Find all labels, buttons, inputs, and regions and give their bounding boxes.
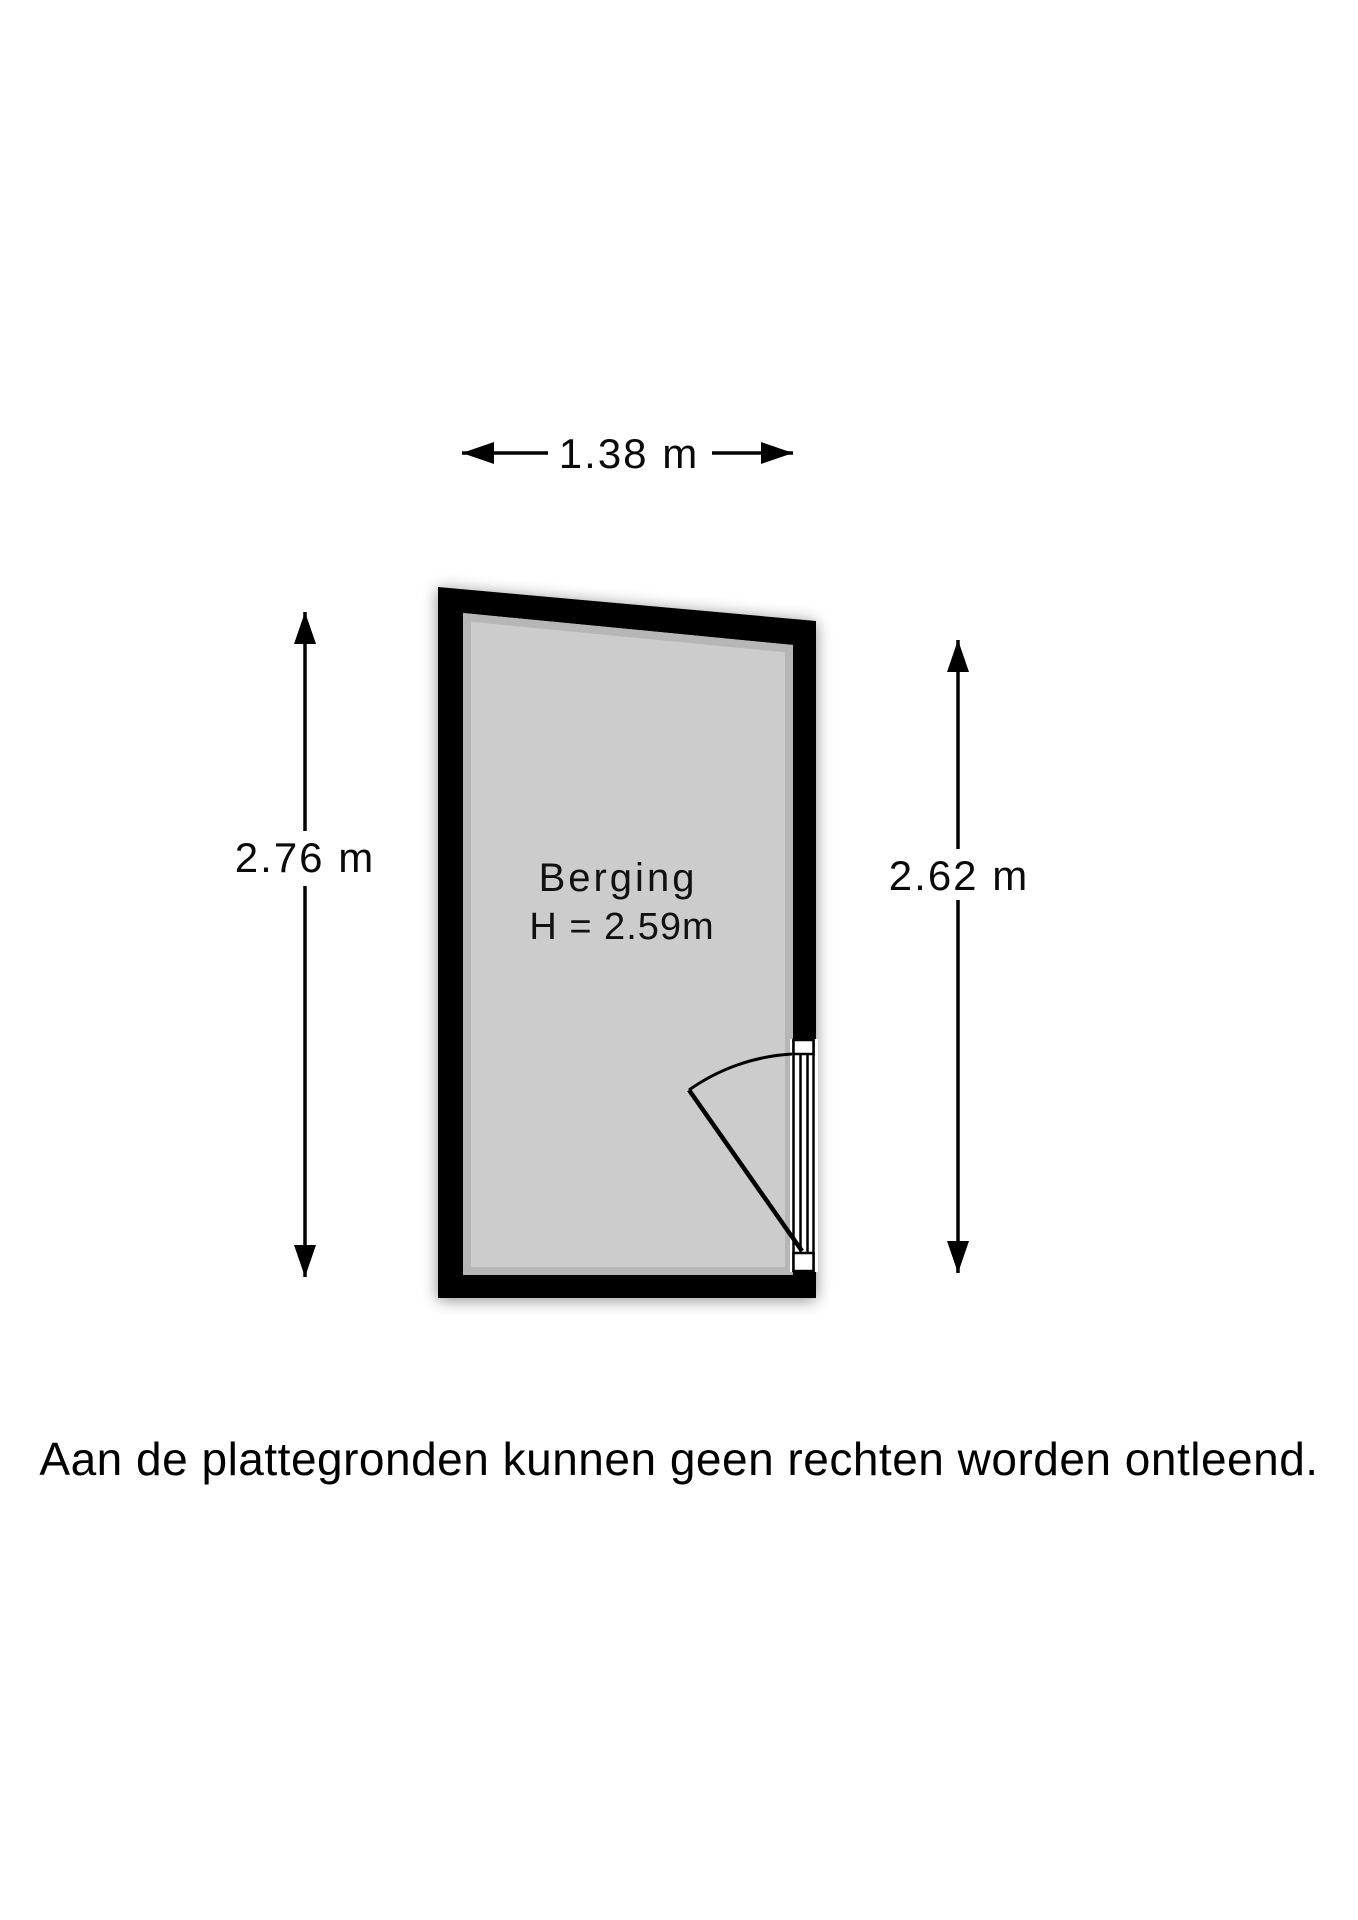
arrowhead-right-icon [761,442,793,464]
disclaimer-text: Aan de plattegronden kunnen geen rechten worden ontleend. [39,1433,1319,1485]
dimension-label-top: 1.38 m [558,430,700,477]
door-jamb-top [794,1040,814,1054]
room-ceiling-height-label: H = 2.59m [529,906,715,948]
arrowhead-left-icon [462,442,494,464]
arrowhead-up-icon [947,640,969,672]
room-name-label: Berging [538,856,698,900]
dimension-label-right: 2.62 m [888,852,1030,899]
dimension-label-left: 2.76 m [234,834,376,881]
dimension-top [462,430,793,477]
dimension-left [235,612,375,1277]
door-frame [794,1040,814,1271]
arrowhead-down-icon [294,1245,316,1277]
dimension-right [889,640,1029,1273]
arrowhead-down-icon [947,1241,969,1273]
door-jamb-bottom [794,1253,814,1271]
arrowhead-up-icon [294,612,316,644]
